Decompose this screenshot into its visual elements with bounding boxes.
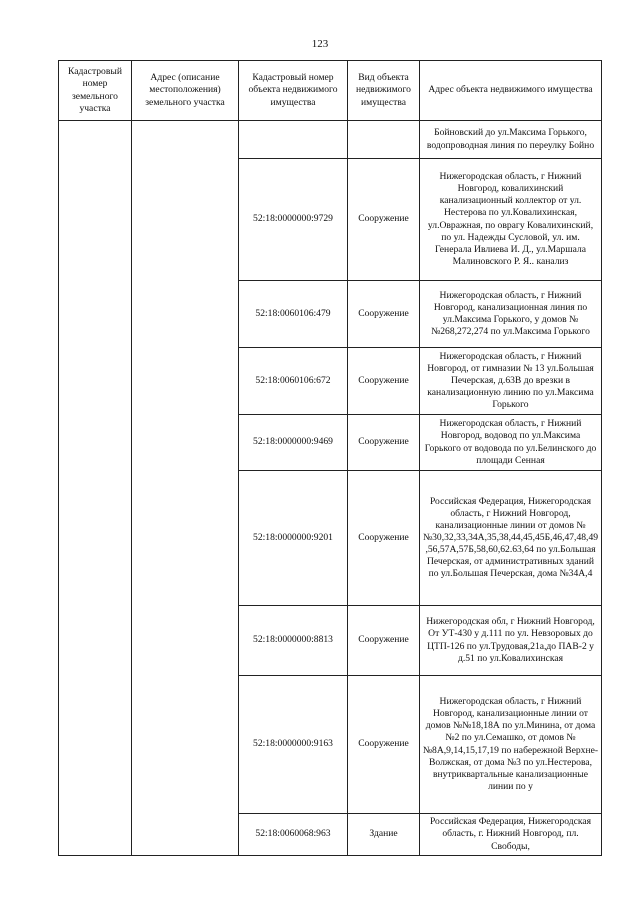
page-number: 123: [311, 38, 329, 50]
object-type-cell: Сооружение: [348, 281, 420, 348]
object-type-cell: [348, 121, 420, 159]
object-cadastral-cell: [239, 121, 348, 159]
land-address-cell: [132, 121, 239, 856]
table-row: [59, 121, 602, 159]
object-cadastral-cell: 52:18:0000000:9163: [239, 676, 348, 814]
object-cadastral-cell: 52:18:0000000:9729: [239, 159, 348, 281]
object-cadastral-cell: 52:18:0000000:9201: [239, 471, 348, 606]
object-type-cell: Сооружение: [348, 471, 420, 606]
object-address-cell: Нижегородская область, г Нижний Новгород, канализационная линия по ул.Максима Горького, у домов №№268,272,274 по ул.Максима Горького: [420, 281, 602, 348]
object-cadastral-cell: 52:18:0000000:8813: [239, 606, 348, 676]
header-land-cadastral-number: Кадастровый номер земельного участка: [59, 61, 132, 121]
object-type-cell: Здание: [348, 814, 420, 856]
object-address-cell: Нижегородская область, г Нижний Новгород, водовод по ул.Максима Горького от водовода по ул.Белинского до площади Сенная: [420, 415, 602, 471]
object-address-cell: Нижегородская область, г Нижний Новгород, ковалихинский канализационный коллектор от ул. Нестерова по ул.Ковалихинская, ул.Овражная, по оврагу Ковалихинский, по ул. Надежды Сусловой, ул. им. Генерала Ивлиева И. Д., ул.Маршала Малиновского Р. Я.. канализ: [420, 159, 602, 281]
header-object-type: Вид объекта недвижимого имущества: [348, 61, 420, 121]
property-table: [58, 60, 602, 856]
object-cadastral-cell: 52:18:0060106:479: [239, 281, 348, 348]
object-address-cell: Российская Федерация, Нижегородская область, г Нижний Новгород, канализационные линии от домов №№30,32,33,34А,35,38,44,45,45Б,46,47,48,49,56,57А,57Б,58,60,62.63,64 по ул.Большая Печерская, от административных зданий по ул.Большая Печерская, дома №34А,4: [420, 471, 602, 606]
object-type-cell: Сооружение: [348, 415, 420, 471]
object-type-cell: Сооружение: [348, 159, 420, 281]
object-cadastral-cell: 52:18:0000000:9469: [239, 415, 348, 471]
object-type-cell: Сооружение: [348, 676, 420, 814]
object-address-cell: Нижегородская обл, г Нижний Новгород, От УТ-430 у д.111 по ул. Невзоровых до ЦТП-126 по ул.Трудовая,21а,до ПАВ-2 у д.51 по ул.Ковалихинская: [420, 606, 602, 676]
object-type-cell: Сооружение: [348, 348, 420, 415]
object-cadastral-cell: 52:18:0060106:672: [239, 348, 348, 415]
object-address-cell: Нижегородская область, г Нижний Новгород, от гимназии № 13 ул.Большая Печерская, д.63В до врезки в канализационную линию по ул.Максима Горького: [420, 348, 602, 415]
header-object-address: Адрес объекта недвижимого имущества: [420, 61, 602, 121]
table-header-row: [59, 61, 602, 121]
object-address-cell: Нижегородская область, г Нижний Новгород, канализационные линии от домов №№18,18А по ул.Минина, от дома №2 по ул.Семашко, от домов №№8А,9,14,15,17,19 по набережной Верхне-Волжская, от дома №3 по ул.Нестерова, внутриквартальные канализационные линии по у: [420, 676, 602, 814]
header-land-address: Адрес (описание местоположения) земельного участка: [132, 61, 239, 121]
object-address-cell: Бойновский до ул.Максима Горького, водопроводная линия по переулку Бойно: [420, 121, 602, 159]
object-cadastral-cell: 52:18:0060068:963: [239, 814, 348, 856]
object-type-cell: Сооружение: [348, 606, 420, 676]
object-address-cell: Российская Федерация, Нижегородская область, г. Нижний Новгород, пл. Свободы,: [420, 814, 602, 856]
header-object-cadastral-number: Кадастровый номер объекта недвижимого имущества: [239, 61, 348, 121]
land-cadastral-cell: [59, 121, 132, 856]
